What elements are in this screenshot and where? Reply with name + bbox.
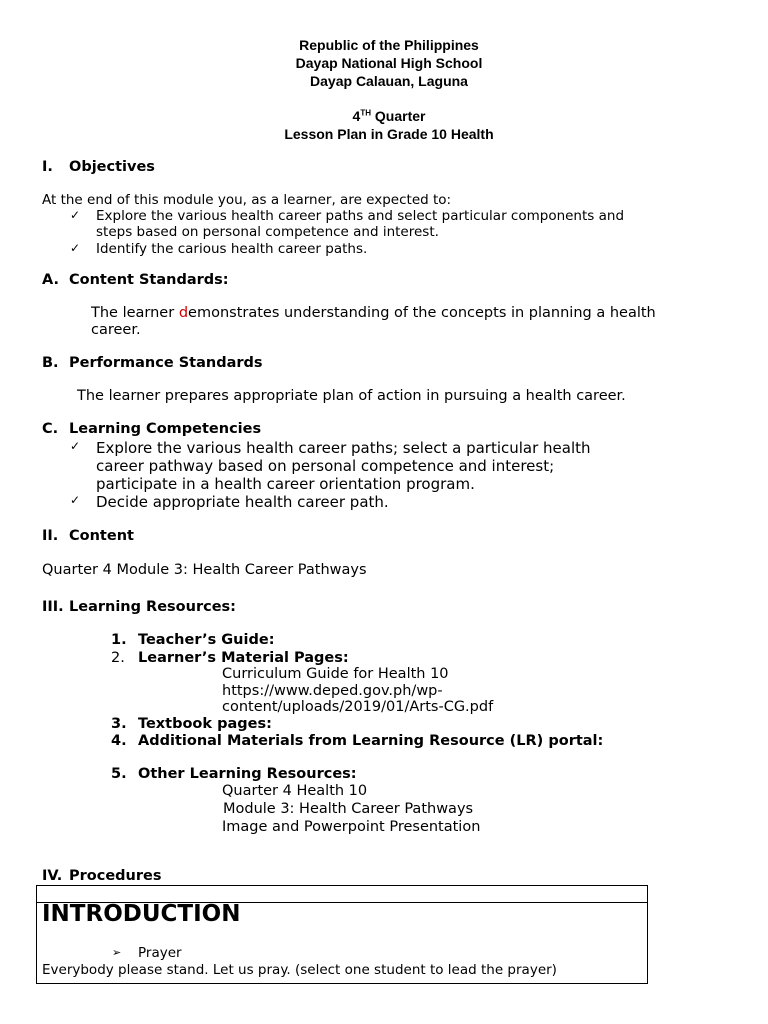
resource-num-3: 3.: [111, 716, 127, 732]
introduction-title: INTRODUCTION: [42, 901, 241, 927]
procedures-heading: Procedures: [69, 868, 162, 884]
resource-num-5: 5.: [111, 766, 127, 782]
quarter-line: [0, 108, 768, 124]
content-text: Quarter 4 Module 3: Health Career Pathways: [42, 562, 367, 578]
prayer-label: Prayer: [138, 945, 182, 961]
check-icon: ✓: [70, 208, 81, 222]
content-standards-text-b: emonstrates understanding of the concepts in planning a health: [188, 305, 656, 321]
quarter-suffix: TH: [360, 108, 371, 118]
resource-other: Other Learning Resources:: [138, 766, 357, 782]
resource-num-2: 2.: [111, 650, 125, 666]
objective-1-line-1: Explore the various health career paths and select particular components and: [96, 208, 625, 224]
arrow-bullet-icon: ➢: [112, 946, 122, 959]
lesson-plan-title: Lesson Plan in Grade 10 Health: [284, 126, 494, 142]
lm-sub-3: content/uploads/2019/01/Arts-CG.pdf: [222, 699, 494, 715]
prayer-text: Everybody please stand. Let us pray. (select one student to lead the prayer): [42, 962, 557, 978]
learning-competencies-num: C.: [42, 421, 59, 437]
learning-resources-num: III.: [42, 599, 64, 615]
learning-resources-heading: Learning Resources:: [69, 599, 236, 615]
content-heading: Content: [69, 528, 134, 544]
objectives-heading: Objectives: [69, 159, 155, 175]
competency-2: Decide appropriate health career path.: [96, 493, 389, 511]
content-standards-line-2: career.: [91, 322, 141, 338]
content-standards-line-1: [91, 305, 656, 321]
republic-line: Republic of the Philippines: [299, 37, 479, 53]
content-standards-text-a: The learner: [91, 305, 179, 321]
performance-standards-num: B.: [42, 355, 59, 371]
objective-1-line-2: steps based on personal competence and interest.: [96, 224, 439, 240]
check-icon: ✓: [70, 493, 81, 507]
objective-2: Identify the carious health career paths.: [96, 241, 368, 257]
performance-standards-heading: Performance Standards: [69, 355, 263, 371]
school-address: Dayap Calauan, Laguna: [310, 73, 468, 89]
competency-1-line-1: Explore the various health career paths; select a particular health: [96, 439, 591, 457]
quarter-word: Quarter: [374, 108, 426, 124]
content-standards-red-letter: d: [178, 305, 189, 321]
content-standards-num: A.: [42, 272, 59, 288]
other-sub-3: Image and Powerpoint Presentation: [222, 819, 481, 835]
other-sub-1: Quarter 4 Health 10: [222, 783, 368, 799]
objectives-num: I.: [42, 159, 53, 175]
resource-num-4: 4.: [111, 733, 127, 749]
content-num: II.: [42, 528, 59, 544]
procedures-num: IV.: [42, 868, 63, 884]
quarter-number: 4: [352, 108, 361, 124]
other-sub-2: Module 3: Health Career Pathways: [223, 801, 474, 817]
resource-teachers-guide: Teacher’s Guide:: [138, 632, 275, 648]
competency-1-line-3: participate in a health career orientation program.: [96, 475, 475, 493]
performance-standards-text: The learner prepares appropriate plan of action in pursuing a health career.: [77, 388, 626, 404]
check-icon: ✓: [70, 241, 81, 255]
resource-textbook-pages: Textbook pages:: [138, 716, 272, 732]
resource-num-1: 1.: [111, 632, 127, 648]
school-name: Dayap National High School: [295, 55, 483, 71]
check-icon: ✓: [70, 439, 81, 453]
learning-competencies-heading: Learning Competencies: [69, 421, 262, 437]
resource-learners-material: Learner’s Material Pages:: [138, 650, 349, 666]
content-standards-heading: Content Standards:: [69, 272, 229, 288]
lm-sub-1: Curriculum Guide for Health 10: [222, 666, 449, 682]
resource-additional-materials: Additional Materials from Learning Resource (LR) portal:: [138, 733, 604, 749]
lm-sub-2: https://www.deped.gov.ph/wp-: [222, 683, 443, 699]
objectives-intro: At the end of this module you, as a learner, are expected to:: [42, 192, 452, 208]
competency-1-line-2: career pathway based on personal competence and interest;: [96, 457, 555, 475]
